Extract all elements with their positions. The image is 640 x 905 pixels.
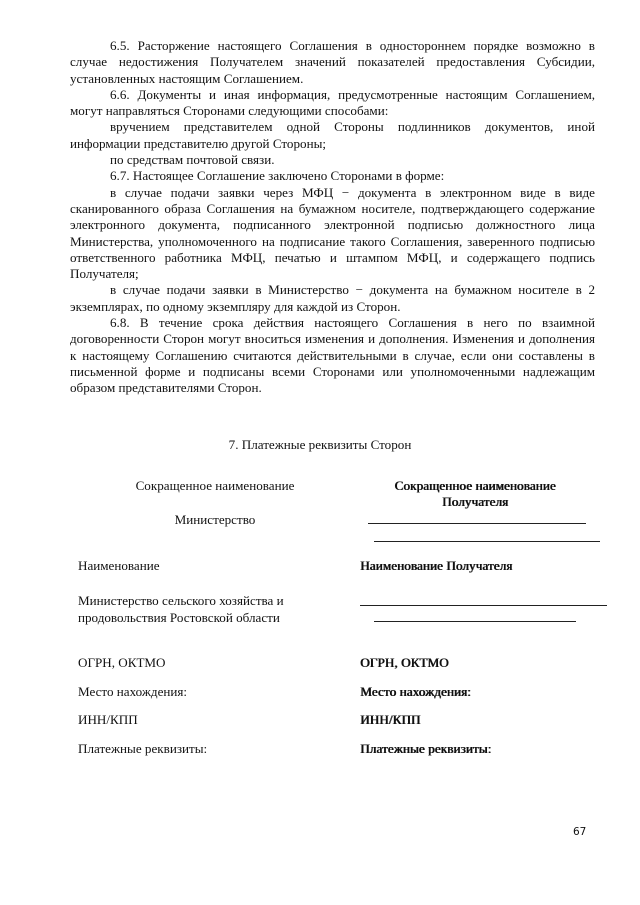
- right-location: Место нахождения:: [360, 684, 471, 699]
- signature-line-1: [368, 523, 586, 524]
- paragraph-mfc: в случае подачи заявки через МФЦ − документа в электронном виде в виде сканированного образа Соглашения на бумажном носителе, подтверждающего содержание электронного документа, подписанного электронной подписью должностного лица Министерства, уполномоченного на подписание такого Соглашения, заверенного подписью ответственного работника МФЦ, печатью и штампом МФЦ, и содержащего подпись Получателя;: [70, 184, 595, 282]
- paragraph-6-7: 6.7. Настоящее Соглашение заключено Сторонами в форме:: [110, 168, 445, 184]
- right-name-label: Наименование Получателя: [360, 558, 513, 573]
- left-location: Место нахождения:: [78, 684, 188, 699]
- left-ogrn: ОГРН, ОКТМО: [78, 655, 166, 670]
- paragraph-ministry: в случае подачи заявки в Министерство − документа на бумажном носителе в 2 экземплярах, по одному экземпляру для каждой из Сторон.: [70, 282, 595, 314]
- section-title: 7. Платежные реквизиты Сторон: [228, 437, 412, 452]
- right-inn: ИНН/КПП: [360, 712, 421, 727]
- name-line-1: [360, 605, 607, 606]
- paragraph-6-5: 6.5. Расторжение настоящего Соглашения в одностороннем порядке возможно в случае недостижения Получателем значений показателей предоставления Субсидии, установленных настоящим Соглашением.: [70, 38, 595, 86]
- page-number: 67: [573, 826, 587, 838]
- left-inn: ИНН/КПП: [78, 712, 138, 727]
- agreement-text: [70, 38, 595, 397]
- left-payment: Платежные реквизиты:: [78, 741, 208, 756]
- paragraph-6-6: 6.6. Документы и иная информация, предусмотренные настоящим Соглашением, могут направляться Сторонами следующими способами:: [70, 86, 595, 119]
- left-short-name-label: Сокращенное наименование: [135, 478, 295, 493]
- signature-line-2: [374, 541, 600, 542]
- left-ministry: Министерство: [174, 512, 256, 527]
- right-short-name-label: Сокращенное наименование: [394, 478, 556, 493]
- right-payment: Платежные реквизиты:: [360, 741, 492, 756]
- left-name-value-2: продовольствия Ростовской области: [78, 610, 280, 625]
- right-ogrn: ОГРН, ОКТМО: [360, 655, 449, 670]
- paragraph-6-8: 6.8. В течение срока действия настоящего Соглашения в него по взаимной договоренности Сторон могут вноситься изменения и дополнения. Изменения и дополнения к настоящему Соглашению считаются действительными в случае, если они составлены в письменной форме и подписаны всеми Сторонами или уполномоченными надлежащим образом представителями Сторон.: [70, 315, 595, 396]
- left-name-label: Наименование: [78, 558, 160, 573]
- name-line-2: [374, 621, 576, 622]
- paragraph-delivery-hand: вручением представителем одной Стороны подлинников документов, иной информации представителю другой Стороны;: [70, 119, 595, 151]
- left-name-value-1: Министерство сельского хозяйства и: [78, 593, 284, 608]
- right-short-name-label-2: Получателя: [441, 494, 509, 509]
- paragraph-delivery-post: по средствам почтовой связи.: [110, 152, 275, 168]
